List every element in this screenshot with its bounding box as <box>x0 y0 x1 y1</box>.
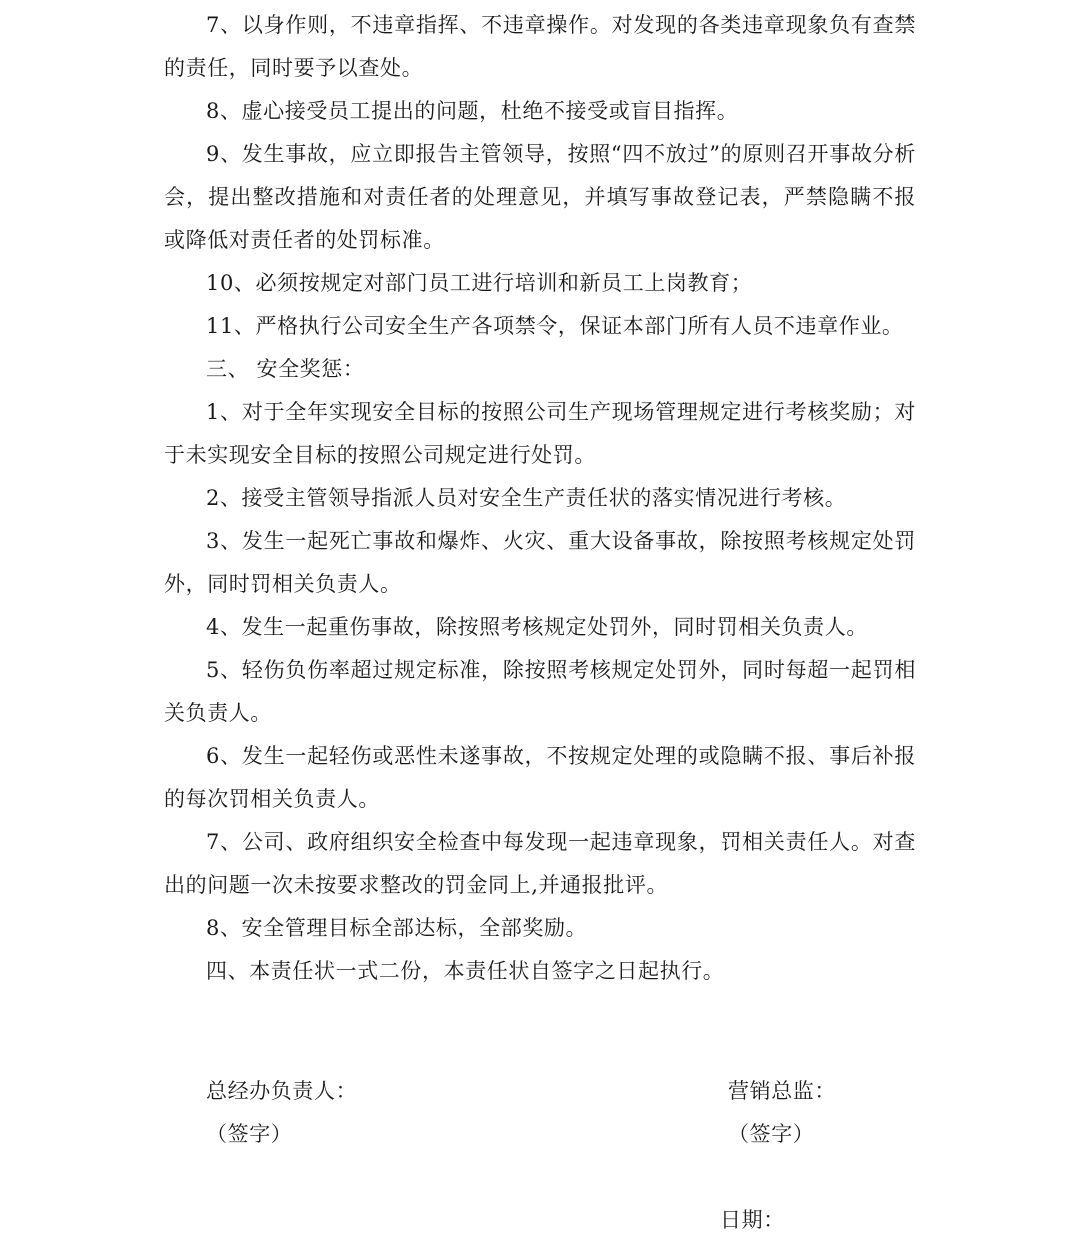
paragraph-duty-8: 8、虚心接受员工提出的问题，杜绝不接受或盲目指挥。 <box>206 99 739 123</box>
paragraph-reward-1: 1、对于全年实现安全目标的按照公司生产现场管理规定进行考核奖励；对于未实现安全目标的按照公司规定进行处罚。 <box>164 400 916 467</box>
signature-right-title: 营销总监： <box>728 1079 836 1103</box>
paragraph-duty-10: 10、必须按规定对部门员工进行培训和新员工上岗教育； <box>206 271 753 295</box>
paragraph-duty-11: 11、严格执行公司安全生产各项禁令，保证本部门所有人员不违章作业。 <box>206 314 904 338</box>
paragraph-reward-7: 7、公司、政府组织安全检查中每发现一起违章现象，罚相关责任人。对查出的问题一次未按要求整改的罚金同上,并通报批评。 <box>164 830 916 897</box>
paragraph-duty-7: 7、以身作则，不违章指挥、不违章操作。对发现的各类违章现象负有查禁的责任，同时要予以查处。 <box>164 13 916 80</box>
paragraph-reward-4: 4、发生一起重伤事故，除按照考核规定处罚外，同时罚相关负责人。 <box>206 615 868 639</box>
section-heading-copies: 四、本责任状一式二份，本责任状自签字之日起执行。 <box>206 959 725 983</box>
paragraph-reward-8: 8、安全管理目标全部达标，全部奖励。 <box>206 916 588 940</box>
paragraph-reward-3: 3、发生一起死亡事故和爆炸、火灾、重大设备事故，除按照考核规定处罚外，同时罚相关负责人。 <box>164 529 916 596</box>
paragraph-reward-6: 6、发生一起轻伤或恶性未遂事故，不按规定处理的或隐瞒不报、事后补报的每次罚相关负责人。 <box>164 744 916 811</box>
signature-left-sign: （签字） <box>206 1122 293 1146</box>
signature-left-title: 总经办负责人： <box>206 1079 358 1103</box>
document-body <box>164 4 916 993</box>
section-heading-rewards: 三、 安全奖惩： <box>206 357 365 381</box>
paragraph-reward-5: 5、轻伤负伤率超过规定标准，除按照考核规定处罚外，同时每超一起罚相关负责人。 <box>164 658 916 725</box>
date-label: 日期： <box>720 1208 785 1232</box>
signature-right-sign: （签字） <box>728 1122 815 1146</box>
paragraph-reward-2: 2、接受主管领导指派人员对安全生产责任状的落实情况进行考核。 <box>206 486 847 510</box>
paragraph-duty-9: 9、发生事故，应立即报告主管领导，按照“四不放过”的原则召开事故分析会，提出整改措施和对责任者的处理意见，并填写事故登记表，严禁隐瞒不报或降低对责任者的处罚标准。 <box>164 142 916 252</box>
